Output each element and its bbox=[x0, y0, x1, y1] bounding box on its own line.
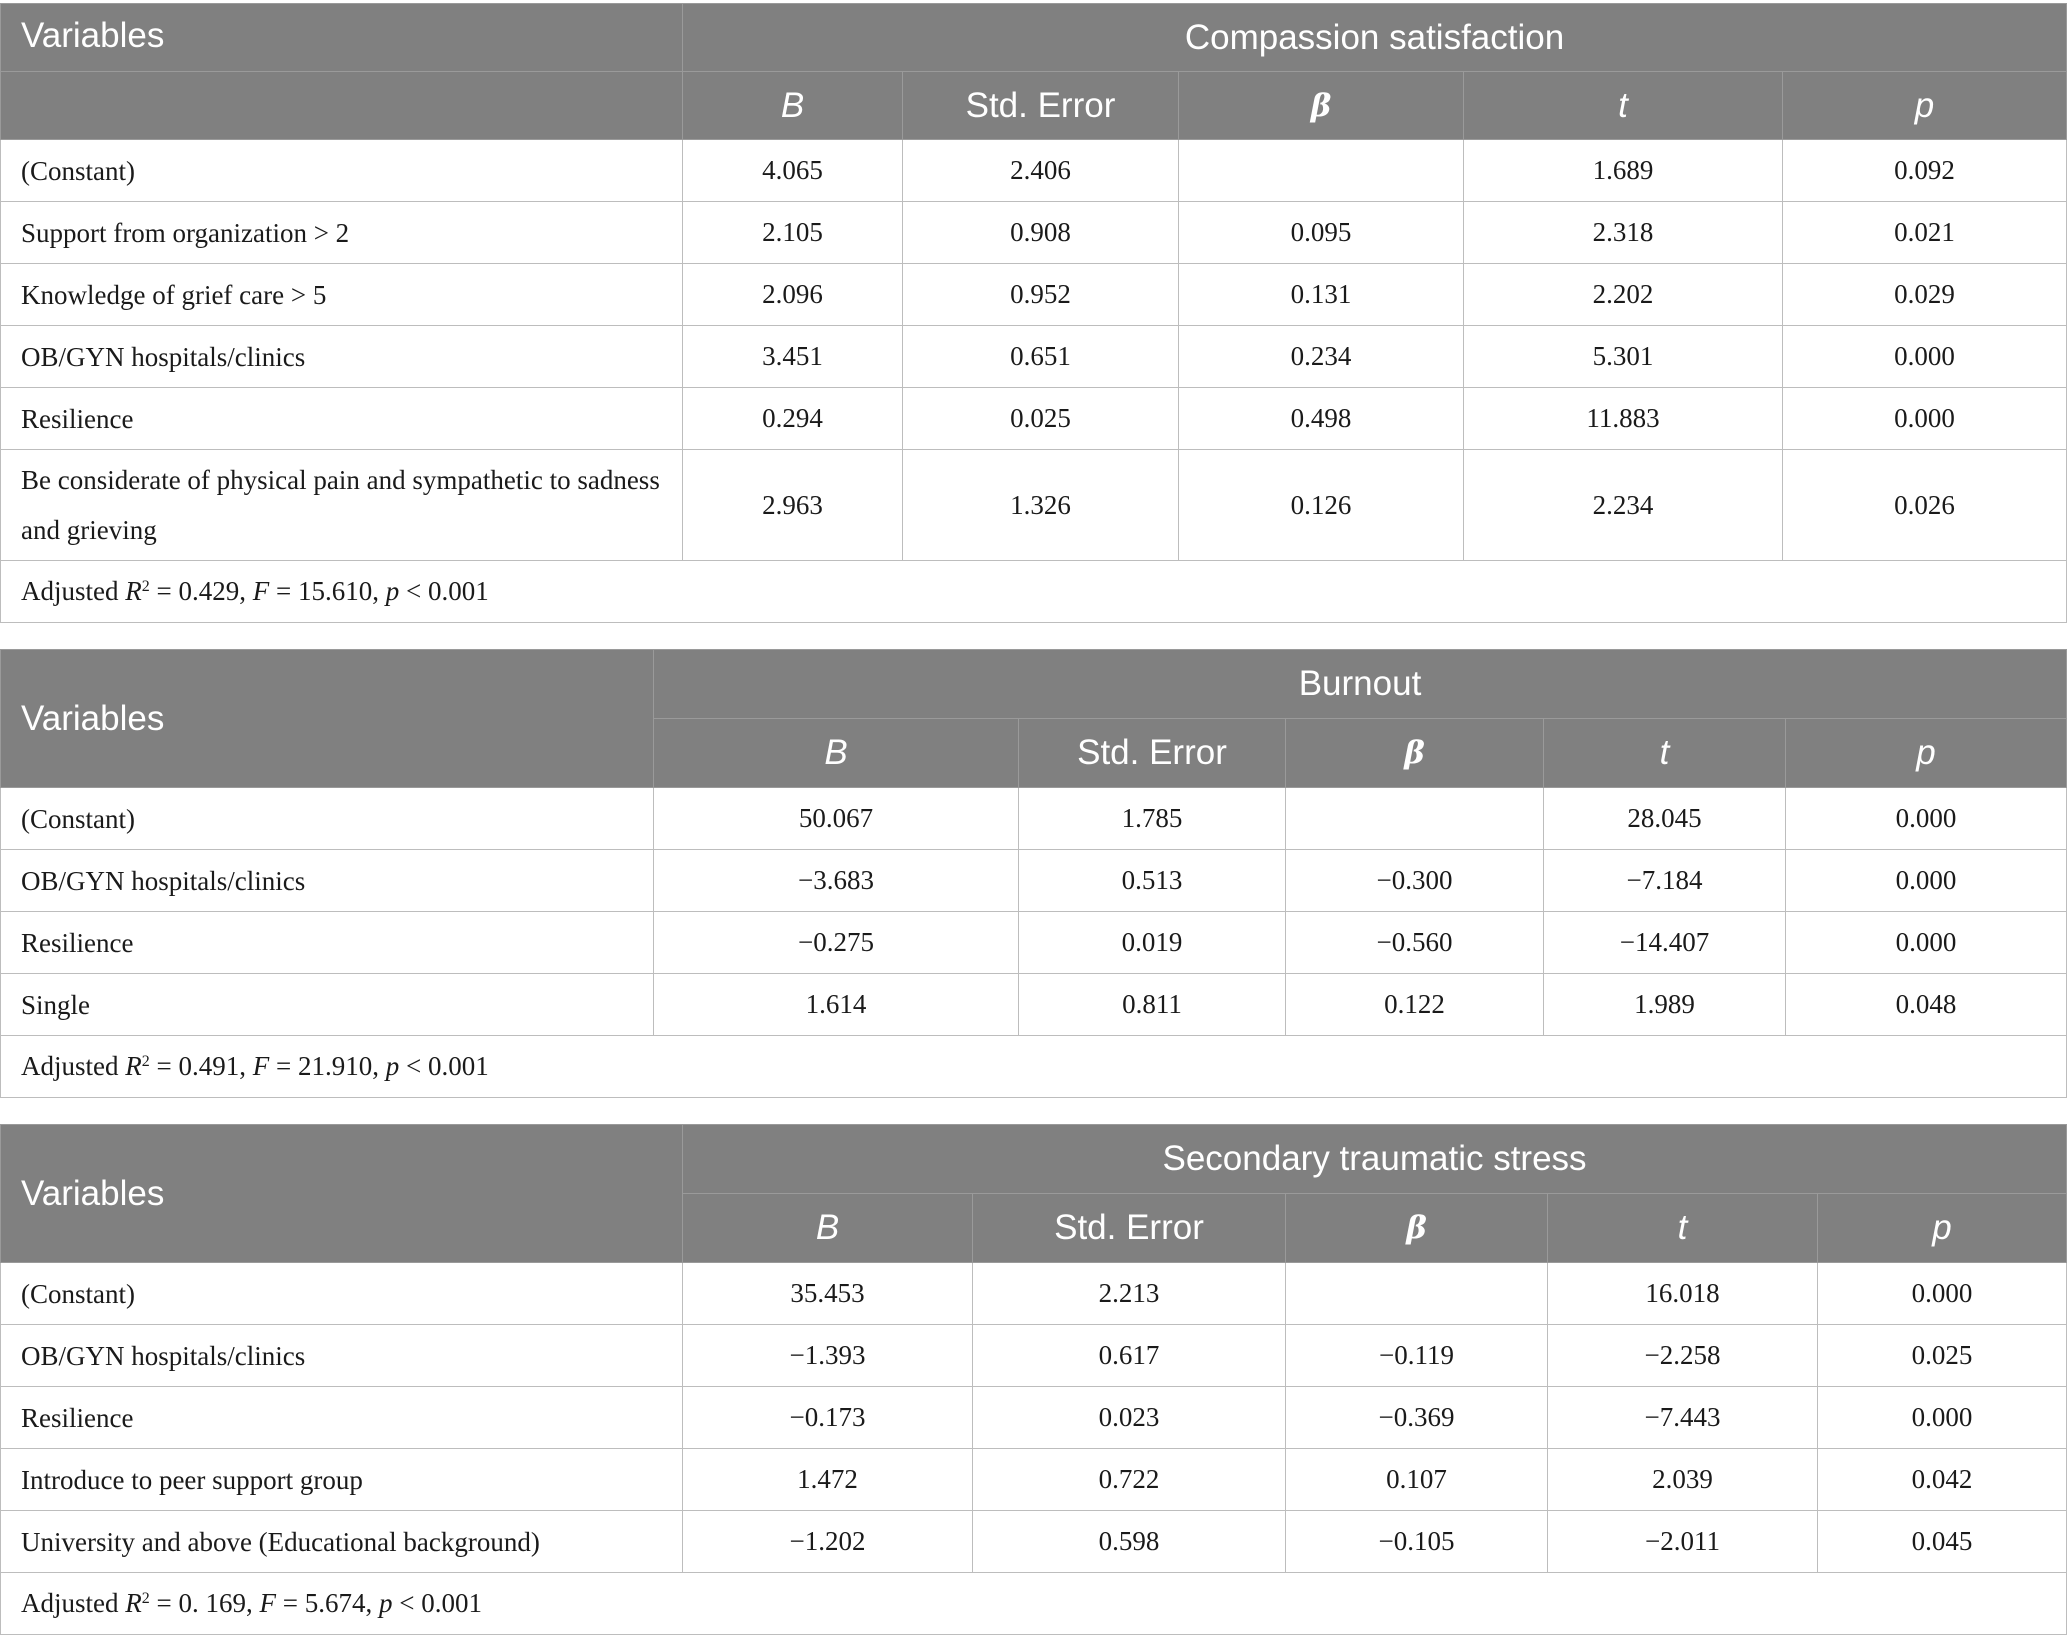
cell-p: 0.025 bbox=[1818, 1325, 2067, 1387]
cell-beta: 0.095 bbox=[1179, 202, 1464, 264]
cell-b: −3.683 bbox=[654, 850, 1019, 912]
cell-std-error: 0.722 bbox=[973, 1449, 1286, 1511]
cell-beta bbox=[1286, 788, 1544, 850]
cell-b: 2.096 bbox=[683, 264, 903, 326]
cell-t: −7.443 bbox=[1548, 1387, 1818, 1449]
model-fit-footnote: Adjusted $R^2 = 0.429$, F = 15.610, p < 0.001 bbox=[1, 561, 2067, 623]
regression-table-secondary-traumatic-stress bbox=[0, 1124, 2067, 1635]
column-header-t: t bbox=[1544, 719, 1786, 788]
cell-t: 2.234 bbox=[1464, 450, 1783, 561]
row-label: Resilience bbox=[1, 912, 654, 974]
variables-header: Variables bbox=[1, 650, 654, 788]
table-row bbox=[1, 1263, 2067, 1325]
cell-beta: 0.234 bbox=[1179, 326, 1464, 388]
table-row bbox=[1, 850, 2067, 912]
cell-p: 0.000 bbox=[1786, 788, 2067, 850]
cell-t: 11.883 bbox=[1464, 388, 1783, 450]
row-label: Knowledge of grief care > 5 bbox=[1, 264, 683, 326]
cell-p: 0.021 bbox=[1783, 202, 2067, 264]
cell-beta bbox=[1286, 1263, 1548, 1325]
regression-table-burnout bbox=[0, 649, 2067, 1098]
row-label: (Constant) bbox=[1, 788, 654, 850]
cell-beta: 0.498 bbox=[1179, 388, 1464, 450]
cell-beta: −0.560 bbox=[1286, 912, 1544, 974]
cell-p: 0.045 bbox=[1818, 1511, 2067, 1573]
row-label: University and above (Educational background) bbox=[1, 1511, 683, 1573]
cell-b: −0.275 bbox=[654, 912, 1019, 974]
column-header-std-error: Std. Error bbox=[973, 1194, 1286, 1263]
cell-p: 0.048 bbox=[1786, 974, 2067, 1036]
cell-t: 1.989 bbox=[1544, 974, 1786, 1036]
cell-beta: −0.105 bbox=[1286, 1511, 1548, 1573]
cell-p: 0.000 bbox=[1818, 1263, 2067, 1325]
column-header-beta: β bbox=[1286, 1194, 1548, 1263]
column-header-p: p bbox=[1818, 1194, 2067, 1263]
column-header-b: B bbox=[654, 719, 1019, 788]
cell-t: 2.039 bbox=[1548, 1449, 1818, 1511]
cell-p: 0.026 bbox=[1783, 450, 2067, 561]
column-header-beta: β bbox=[1179, 72, 1464, 140]
variables-header: Variables bbox=[1, 4, 683, 72]
cell-std-error: 1.785 bbox=[1019, 788, 1286, 850]
cell-t: 28.045 bbox=[1544, 788, 1786, 850]
cell-b: 1.472 bbox=[683, 1449, 973, 1511]
column-header-t: t bbox=[1464, 72, 1783, 140]
cell-std-error: 2.213 bbox=[973, 1263, 1286, 1325]
column-header-beta: β bbox=[1286, 719, 1544, 788]
table-row bbox=[1, 912, 2067, 974]
row-label: OB/GYN hospitals/clinics bbox=[1, 1325, 683, 1387]
cell-b: −0.173 bbox=[683, 1387, 973, 1449]
cell-std-error: 0.952 bbox=[903, 264, 1179, 326]
row-label: Support from organization > 2 bbox=[1, 202, 683, 264]
cell-beta: 0.131 bbox=[1179, 264, 1464, 326]
cell-std-error: 1.326 bbox=[903, 450, 1179, 561]
cell-t: 16.018 bbox=[1548, 1263, 1818, 1325]
cell-std-error: 0.908 bbox=[903, 202, 1179, 264]
table-row bbox=[1, 1325, 2067, 1387]
cell-t: −14.407 bbox=[1544, 912, 1786, 974]
column-header-b: B bbox=[683, 72, 903, 140]
cell-p: 0.092 bbox=[1783, 140, 2067, 202]
table-row bbox=[1, 388, 2067, 450]
table-footnote-row bbox=[1, 1573, 2067, 1635]
column-header-p: p bbox=[1786, 719, 2067, 788]
row-label: OB/GYN hospitals/clinics bbox=[1, 850, 654, 912]
cell-std-error: 0.598 bbox=[973, 1511, 1286, 1573]
table-footnote-row bbox=[1, 1036, 2067, 1098]
cell-p: 0.000 bbox=[1818, 1387, 2067, 1449]
cell-std-error: 0.023 bbox=[973, 1387, 1286, 1449]
regression-table-compassion-satisfaction bbox=[0, 3, 2067, 623]
cell-t: 5.301 bbox=[1464, 326, 1783, 388]
table-row bbox=[1, 450, 2067, 561]
table-row bbox=[1, 788, 2067, 850]
table-row bbox=[1, 202, 2067, 264]
cell-b: 4.065 bbox=[683, 140, 903, 202]
cell-beta bbox=[1179, 140, 1464, 202]
cell-std-error: 0.617 bbox=[973, 1325, 1286, 1387]
group-header: Compassion satisfaction bbox=[683, 4, 2067, 72]
cell-p: 0.042 bbox=[1818, 1449, 2067, 1511]
table-row bbox=[1, 140, 2067, 202]
cell-std-error: 2.406 bbox=[903, 140, 1179, 202]
cell-t: −7.184 bbox=[1544, 850, 1786, 912]
cell-t: 2.318 bbox=[1464, 202, 1783, 264]
cell-std-error: 0.513 bbox=[1019, 850, 1286, 912]
cell-p: 0.000 bbox=[1783, 326, 2067, 388]
cell-t: 1.689 bbox=[1464, 140, 1783, 202]
row-label: Single bbox=[1, 974, 654, 1036]
cell-std-error: 0.811 bbox=[1019, 974, 1286, 1036]
cell-t: −2.258 bbox=[1548, 1325, 1818, 1387]
cell-t: 2.202 bbox=[1464, 264, 1783, 326]
table-row bbox=[1, 264, 2067, 326]
model-fit-footnote: Adjusted $R^2 = 0.491$, F = 21.910, p < 0.001 bbox=[1, 1036, 2067, 1098]
cell-t: −2.011 bbox=[1548, 1511, 1818, 1573]
table-row bbox=[1, 1511, 2067, 1573]
cell-b: 3.451 bbox=[683, 326, 903, 388]
cell-beta: −0.300 bbox=[1286, 850, 1544, 912]
cell-std-error: 0.025 bbox=[903, 388, 1179, 450]
table-row bbox=[1, 1449, 2067, 1511]
cell-b: 2.105 bbox=[683, 202, 903, 264]
cell-beta: 0.126 bbox=[1179, 450, 1464, 561]
column-header-b: B bbox=[683, 1194, 973, 1263]
cell-std-error: 0.651 bbox=[903, 326, 1179, 388]
cell-p: 0.000 bbox=[1783, 388, 2067, 450]
variables-header-spacer bbox=[1, 72, 683, 140]
cell-b: 0.294 bbox=[683, 388, 903, 450]
row-label: (Constant) bbox=[1, 1263, 683, 1325]
column-header-t: t bbox=[1548, 1194, 1818, 1263]
cell-b: −1.202 bbox=[683, 1511, 973, 1573]
cell-beta: 0.107 bbox=[1286, 1449, 1548, 1511]
cell-b: 1.614 bbox=[654, 974, 1019, 1036]
column-header-std-error: Std. Error bbox=[1019, 719, 1286, 788]
row-label: Resilience bbox=[1, 388, 683, 450]
group-header: Burnout bbox=[654, 650, 2067, 719]
group-header: Secondary traumatic stress bbox=[683, 1125, 2067, 1194]
table-footnote-row bbox=[1, 561, 2067, 623]
cell-p: 0.000 bbox=[1786, 912, 2067, 974]
cell-beta: 0.122 bbox=[1286, 974, 1544, 1036]
table-row bbox=[1, 1387, 2067, 1449]
row-label: Be considerate of physical pain and sympathetic to sadness and grieving bbox=[1, 450, 683, 561]
cell-b: 35.453 bbox=[683, 1263, 973, 1325]
row-label: OB/GYN hospitals/clinics bbox=[1, 326, 683, 388]
cell-std-error: 0.019 bbox=[1019, 912, 1286, 974]
row-label: (Constant) bbox=[1, 140, 683, 202]
variables-header: Variables bbox=[1, 1125, 683, 1263]
row-label: Introduce to peer support group bbox=[1, 1449, 683, 1511]
column-header-p: p bbox=[1783, 72, 2067, 140]
cell-beta: −0.119 bbox=[1286, 1325, 1548, 1387]
model-fit-footnote: Adjusted $R^2 = 0$. 169, F = 5.674, p < 0.001 bbox=[1, 1573, 2067, 1635]
cell-beta: −0.369 bbox=[1286, 1387, 1548, 1449]
cell-p: 0.029 bbox=[1783, 264, 2067, 326]
cell-b: 2.963 bbox=[683, 450, 903, 561]
cell-p: 0.000 bbox=[1786, 850, 2067, 912]
column-header-std-error: Std. Error bbox=[903, 72, 1179, 140]
cell-b: 50.067 bbox=[654, 788, 1019, 850]
cell-b: −1.393 bbox=[683, 1325, 973, 1387]
table-row bbox=[1, 326, 2067, 388]
table-row bbox=[1, 974, 2067, 1036]
row-label: Resilience bbox=[1, 1387, 683, 1449]
